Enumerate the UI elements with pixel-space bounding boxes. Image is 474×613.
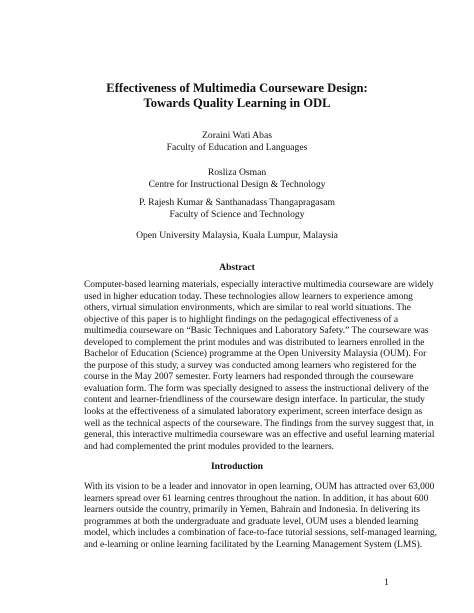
text-line: the purpose of this study, a survey was conducted among learners who registered for the — [84, 360, 417, 371]
text-line: developed to complement the print modules and was distributed to learners enrolled in the — [84, 337, 425, 348]
text-line: Bachelor of Education (Science) programme at the Open University Malaysia (OUM). For — [84, 349, 427, 360]
abstract-paragraph — [84, 280, 435, 453]
text-line: objective of this paper is to highlight findings on the pedagogical effectiveness of a — [84, 314, 399, 325]
text-line: looks at the effectiveness of a simulated laboratory experiment, screen interface design as — [84, 407, 423, 418]
title-line: Effectiveness of Multimedia Courseware Design: — [106, 81, 368, 95]
text-line: general, this interactive multimedia courseware was an effective and useful learning material — [84, 430, 435, 441]
author-affiliation: Faculty of Science and Technology — [169, 208, 305, 220]
text-line: well as the technical aspects of the courseware. The findings from the survey suggest that, in — [84, 418, 434, 429]
text-line: multimedia courseware on “Basic Techniques and Laboratory Safety.” The courseware was — [84, 326, 429, 337]
text-line: learners spread over 61 learning centres throughout the nation. In addition, it has about 600 — [84, 493, 429, 504]
author-affiliation: Centre for Instructional Design & Technology — [148, 178, 326, 190]
author-affiliation: Faculty of Education and Languages — [166, 141, 308, 153]
text-line: content and learner-friendliness of the courseware design interface. In particular, the study — [84, 395, 425, 406]
institution-line — [60, 230, 414, 242]
text-line: With its vision to be a leader and innovator in open learning, OUM has attracted over 63,000 — [84, 482, 435, 492]
text-line: learners outside the country, primarily in Yemen, Bahrain and Indonesia. In delivering its — [84, 505, 420, 516]
introduction-heading: Introduction — [210, 461, 264, 472]
text-line: evaluation form. The form was specially designed to assess the instructional delivery of the — [84, 383, 429, 394]
text-line: and e-learning or online learning facilitated by the Learning Management System (LMS). — [84, 539, 423, 550]
text-line: programmes at both the undergraduate and graduate level, OUM uses a blended learning — [84, 516, 419, 527]
author-block — [60, 130, 414, 153]
author-name: Zoraini Wati Abas — [202, 130, 272, 141]
text-line: model, which includes a combination of face-to-face tutorial sessions, self-managed learning, — [84, 528, 437, 539]
text-line: others, virtual simulation environments, which are similar to real world situations. The — [84, 303, 411, 314]
author-name: P. Rajesh Kumar & Santhanadass Thangapragasam — [139, 197, 335, 208]
author-name: Rosliza Osman — [207, 167, 267, 178]
text-line: and had complemented the print modules provided to the learners. — [84, 441, 335, 452]
author-block — [60, 197, 414, 220]
text-line: Computer-based learning materials, especially interactive multimedia courseware are widely — [84, 280, 434, 290]
text-line: course in the May 2007 semester. Forty learners had responded through the courseware — [84, 372, 414, 383]
paper-title — [60, 81, 414, 111]
title-line: Towards Quality Learning in ODL — [143, 96, 331, 110]
author-block — [60, 167, 414, 190]
institution: Open University Malaysia, Kuala Lumpur, Malaysia — [136, 230, 338, 241]
abstract-heading: Abstract — [219, 262, 255, 273]
introduction-paragraph — [84, 482, 437, 551]
text-line: used in higher education today. These technologies allow learners to experience among — [84, 291, 413, 302]
page-number: 1 — [384, 577, 389, 588]
